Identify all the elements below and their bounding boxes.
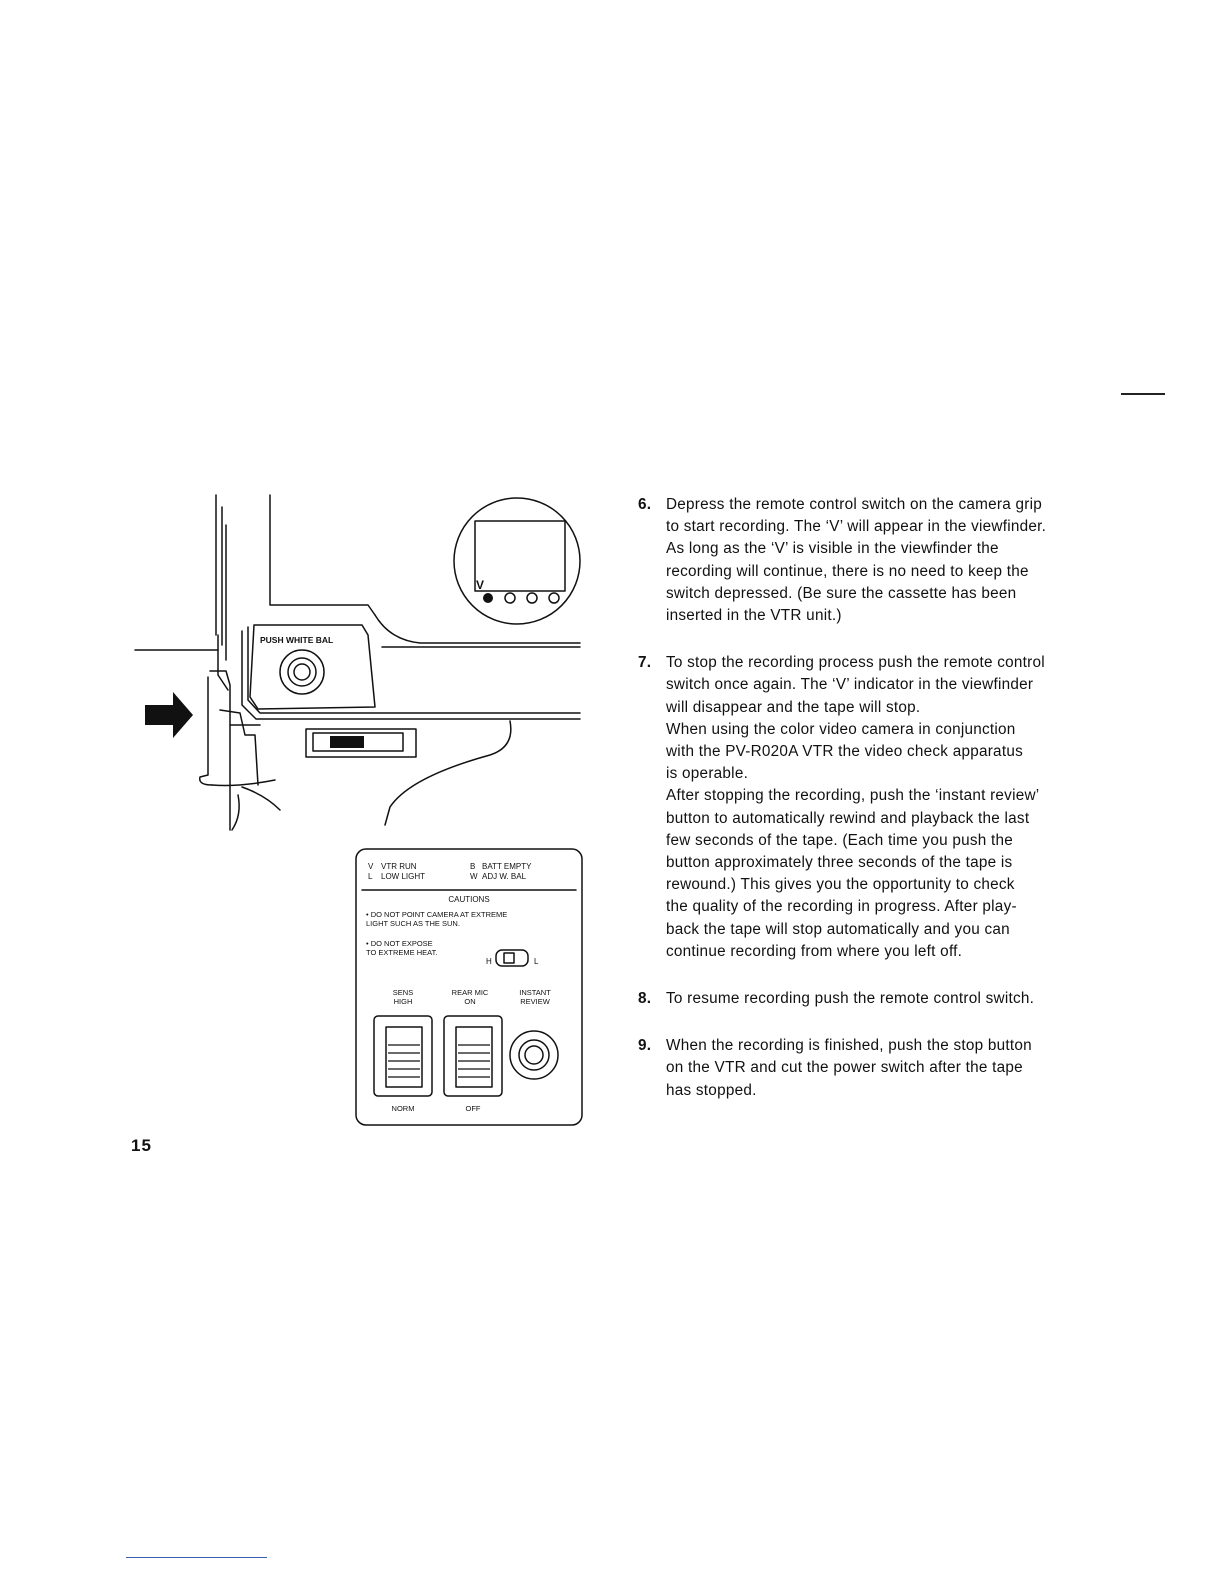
cable-line <box>232 795 239 830</box>
sensitivity-switch-knob <box>504 953 514 963</box>
indicator-lamp <box>527 593 537 603</box>
text-line: Depress the remote control switch on the camera grip <box>666 496 1043 513</box>
text-line: is operable. <box>666 765 749 783</box>
text-line: To stop the recording process push the remote control <box>666 654 1045 672</box>
indicator-lamp <box>549 593 559 603</box>
vtr-run-lamp-lit <box>483 593 493 603</box>
bottom-rule <box>126 1557 267 1558</box>
text-line: to start recording. The ‘V’ will appear in the viewfinder. <box>666 518 1047 536</box>
viewfinder-housing-outline <box>270 495 375 615</box>
push-white-bal-label: PUSH WHITE BAL <box>260 635 334 645</box>
legend-code: L <box>368 872 373 881</box>
text-line: After stopping the recording, push the ‘instant review’ <box>666 787 1040 805</box>
text-line: When the recording is finished, push the stop button <box>666 1037 1032 1055</box>
arrow-icon <box>145 692 193 738</box>
instant-review-label: INSTANT <box>519 988 551 997</box>
step-text <box>666 988 1106 1010</box>
step-number: 7. <box>638 654 652 672</box>
text-line: has stopped. <box>666 1081 757 1099</box>
instant-review-button-ring <box>519 1040 549 1070</box>
viewfinder-housing-outline <box>375 615 580 643</box>
text-line: back the tape will stop automatically and you can <box>666 920 1010 938</box>
white-balance-dial-inner <box>288 658 316 686</box>
cautions-title: CAUTIONS <box>448 895 490 904</box>
sens-label: SENS <box>392 988 414 997</box>
text-line: As long as the ‘V’ is visible in the viewfinder the <box>666 540 999 558</box>
text-line: will disappear and the tape will stop. <box>666 698 921 716</box>
caution-2-line-1: • DO NOT EXPOSE <box>366 939 433 948</box>
text-line: the quality of the recording in progress. After play- <box>666 898 1017 916</box>
step-text <box>666 652 1106 963</box>
legend-text: LOW LIGHT <box>381 872 426 881</box>
grip-outline <box>220 710 258 785</box>
indicator-lamp <box>505 593 515 603</box>
viewfinder-v-indicator: V <box>476 578 485 592</box>
caution-2-line-2: TO EXTREME HEAT. <box>366 948 438 957</box>
rear-mic-rocker-inner <box>456 1027 492 1087</box>
top-right-rule <box>1121 393 1165 395</box>
switch-slider <box>330 736 364 748</box>
grip-outline <box>210 671 260 725</box>
camera-illustration <box>130 485 595 1130</box>
step-number: 9. <box>638 1037 652 1055</box>
legend-code: B <box>470 862 476 871</box>
text-line: inserted in the VTR unit.) <box>666 607 842 625</box>
text-line: few seconds of the tape. (Each time you push the <box>666 831 1014 849</box>
step-text <box>666 1035 1106 1102</box>
rear-mic-on-label: ON <box>464 997 476 1006</box>
instant-review-button-center <box>525 1046 543 1064</box>
instant-review-label-2: REVIEW <box>520 997 550 1006</box>
switch-low-label: L <box>534 957 539 966</box>
page-number: 15 <box>131 1136 152 1155</box>
sens-rocker-inner <box>386 1027 422 1087</box>
camera-drawing <box>130 485 595 1130</box>
legend-code: V <box>368 862 374 871</box>
off-label: OFF <box>465 1104 481 1113</box>
legend-text: VTR RUN <box>381 862 417 871</box>
switch-high-label: H <box>486 957 492 966</box>
caution-1-line-2: LIGHT SUCH AS THE SUN. <box>366 919 460 928</box>
text-line: When using the color video camera in conjunction <box>666 720 1016 738</box>
text-line: button approximately three seconds of the tape is <box>666 854 1013 872</box>
text-line: switch once again. The ‘V’ indicator in the viewfinder <box>666 676 1034 694</box>
grip-outline <box>200 677 212 785</box>
white-balance-dial <box>280 650 324 694</box>
step-7 <box>636 652 1106 963</box>
text-line: with the PV-R020A VTR the video check apparatus <box>666 743 1023 761</box>
text-line: continue recording from where you left off. <box>666 942 963 960</box>
text-line: button to automatically rewind and playback the last <box>666 809 1030 827</box>
cable-line <box>212 780 275 785</box>
sens-high-label: HIGH <box>393 997 413 1006</box>
step-6 <box>636 494 1106 627</box>
instruction-steps <box>636 494 1106 1102</box>
norm-label: NORM <box>391 1104 415 1113</box>
sens-rocker-ridges <box>388 1045 420 1077</box>
instant-review-button <box>510 1031 558 1079</box>
callout-line <box>385 721 511 825</box>
rear-mic-label: REAR MIC <box>451 988 489 997</box>
text-line: rewound.) This gives you the opportunity to check <box>666 876 1015 894</box>
step-text <box>666 494 1106 627</box>
text-line: on the VTR and cut the power switch after the tape <box>666 1059 1023 1077</box>
viewfinder-screen <box>475 521 565 591</box>
step-number: 6. <box>638 496 652 513</box>
step-9 <box>636 1035 1106 1102</box>
white-balance-dial-center <box>294 664 310 680</box>
caution-1-line-1: • DO NOT POINT CAMERA AT EXTREME <box>366 910 508 919</box>
rear-mic-rocker-switch <box>444 1016 502 1096</box>
step-number: 8. <box>638 990 652 1008</box>
viewfinder-zoom-circle <box>454 498 580 624</box>
legend-text: ADJ W. BAL <box>482 872 527 881</box>
text-line: To resume recording push the remote control switch. <box>666 990 1035 1008</box>
text-line: recording will continue, there is no need to keep the <box>666 562 1029 580</box>
step-8 <box>636 988 1106 1010</box>
legend-code: W <box>470 872 478 881</box>
cable-line <box>242 787 280 810</box>
rear-mic-rocker-ridges <box>458 1045 490 1077</box>
legend-text: BATT EMPTY <box>482 862 532 871</box>
text-line: switch depressed. (Be sure the cassette has been <box>666 584 1017 602</box>
sens-rocker-switch <box>374 1016 432 1096</box>
